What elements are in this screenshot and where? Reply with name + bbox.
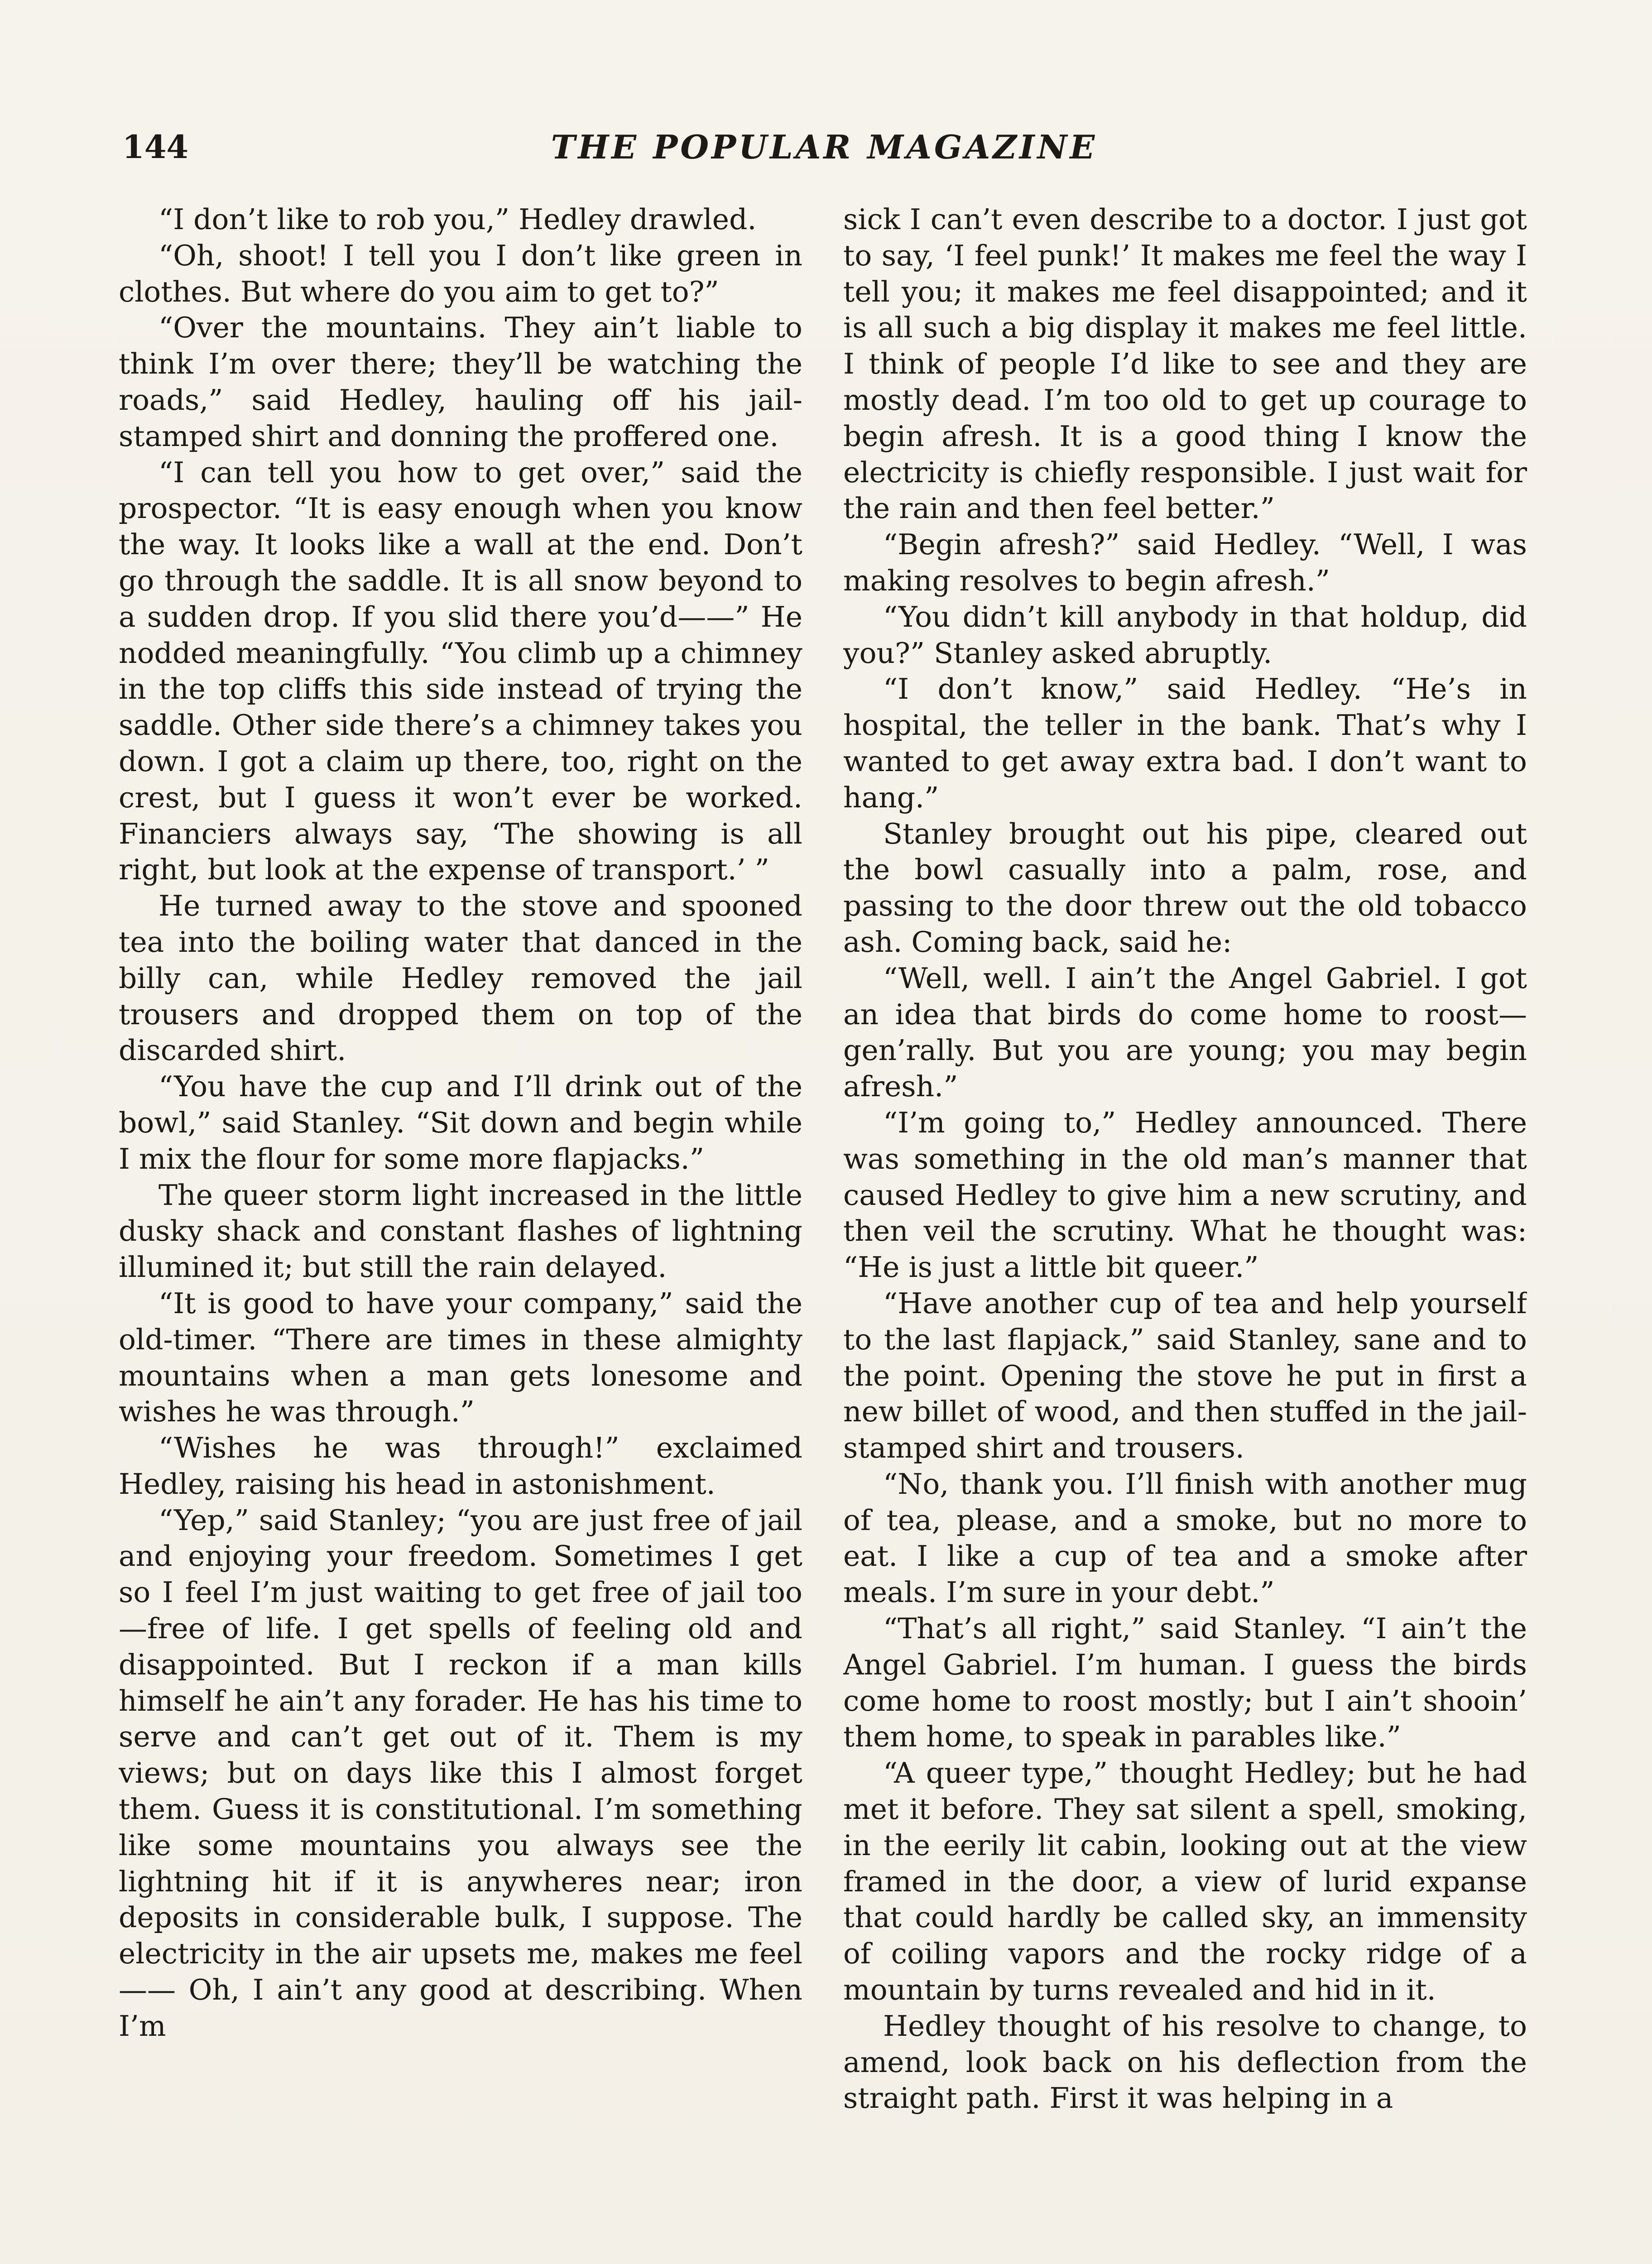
paragraph: “A queer type,” thought Hedley; but he had met it before. They sat silent a spell, smoking, in the eerily lit cabin, looking out at the view framed in the door, a view of lurid expanse that could hardly be called sky, an immensity of coiling vapors and the rocky ridge of a mountain by turns revealed and hid in it. xyxy=(843,1756,1527,2007)
left-column xyxy=(119,201,802,2264)
paragraph: The queer storm light increased in the little dusky shack and constant flashes of lightning illumined it; but still the rain delayed. xyxy=(119,1178,802,1284)
text-columns xyxy=(119,201,1527,2264)
paragraph: “You have the cup and I’ll drink out of the bowl,” said Stanley. “Sit down and begin while I mix the flour for some more flapjacks.” xyxy=(119,1070,802,1175)
paragraph: “Oh, shoot! I tell you I don’t like green in clothes. But where do you aim to get to?” xyxy=(119,239,802,308)
paragraph: Stanley brought out his pipe, cleared out the bowl casually into a palm, rose, and passing to the door threw out the old tobacco ash. Coming back, said he: xyxy=(843,817,1527,959)
paragraph: “I don’t know,” said Hedley. “He’s in hospital, the teller in the bank. That’s why I wanted to get away extra bad. I don’t want to hang.” xyxy=(843,672,1527,814)
right-column xyxy=(843,201,1527,2264)
paragraph: He turned away to the stove and spooned tea into the boiling water that danced in the billy can, while Hedley removed the jail trousers and dropped them on top of the discarded shirt. xyxy=(119,889,802,1067)
page-header xyxy=(122,122,1526,172)
paragraph-continued: sick I can’t even describe to a doctor. I just got to say, ‘I feel punk!’ It makes me feel the way I tell you; it makes me feel disappointed; and it is all such a big display it makes me feel little. I think of people I’d like to see and they are mostly dead. I’m too old to get up courage to begin afresh. It is a good thing I know the electricity is chiefly responsible. I just wait for the rain and then feel better.” xyxy=(843,203,1527,525)
paragraph: Hedley thought of his resolve to change, to amend, look back on his deflection from the straight path. First it was helping in a xyxy=(843,2009,1527,2115)
paragraph: “I can tell you how to get over,” said the prospector. “It is easy enough when you know the way. It looks like a wall at the end. Don’t go through the saddle. It is all snow beyond to a sudden drop. If you slid there you’d——” He nodded meaningfully. “You climb up a chimney in the top cliffs this side instead of trying the saddle. Other side there’s a chimney takes you down. I got a claim up there, too, right on the crest, but I guess it won’t ever be worked. Financiers always say, ‘The showing is all right, but look at the expense of transport.’ ” xyxy=(119,456,802,887)
paragraph: “I’m going to,” Hedley announced. There was something in the old man’s manner that caused Hedley to give him a new scrutiny, and then veil the scrutiny. What he thought was: “He is just a little bit queer.” xyxy=(843,1106,1527,1284)
paragraph: “You didn’t kill anybody in that holdup, did you?” Stanley asked abruptly. xyxy=(843,600,1527,670)
page-number: 144 xyxy=(122,128,189,166)
paragraph: “Yep,” said Stanley; “you are just free of jail and enjoying your freedom. Sometimes I get so I feel I’m just waiting to get free of jail too—free of life. I get spells of feeling old and disappointed. But I reckon if a man kills himself he ain’t any forader. He has his time to serve and can’t get out of it. Them is my views; but on days like this I almost forget them. Guess it is constitutional. I’m something like some mountains you always see the lightning hit if it is anywheres near; iron deposits in considerable bulk, I suppose. The electricity in the air upsets me, makes me feel—— Oh, I ain’t any good at describing. When I’m xyxy=(119,1503,802,2043)
paragraph: “Wishes he was through!” exclaimed Hedley, raising his head in astonishment. xyxy=(119,1431,802,1501)
paragraph: “It is good to have your company,” said the old-timer. “There are times in these almighty mountains when a man gets lonesome and wishes he was through.” xyxy=(119,1286,802,1429)
paragraph: “Have another cup of tea and help yourself to the last flapjack,” said Stanley, sane and to the point. Opening the stove he put in first a new billet of wood, and then stuffed in the jail-stamped shirt and trousers. xyxy=(843,1286,1527,1465)
paragraph: “Well, well. I ain’t the Angel Gabriel. I got an idea that birds do come home to roost—gen’rally. But you are young; you may begin afresh.” xyxy=(843,961,1527,1103)
paragraph: “That’s all right,” said Stanley. “I ain’t the Angel Gabriel. I’m human. I guess the birds come home to roost mostly; but I ain’t shooin’ them home, to speak in parables like.” xyxy=(843,1612,1527,1754)
paragraph: “Over the mountains. They ain’t liable to think I’m over there; they’ll be watching the roads,” said Hedley, hauling off his jail-stamped shirt and donning the proffered one. xyxy=(119,311,802,453)
paragraph: “Begin afresh?” said Hedley. “Well, I was making resolves to begin afresh.” xyxy=(843,528,1527,597)
paragraph: “No, thank you. I’ll finish with another mug of tea, please, and a smoke, but no more to eat. I like a cup of tea and a smoke after meals. I’m sure in your debt.” xyxy=(843,1467,1527,1609)
paragraph: “I don’t like to rob you,” Hedley drawled. xyxy=(158,203,757,236)
running-title: THE POPULAR MAGAZINE xyxy=(551,128,1098,166)
